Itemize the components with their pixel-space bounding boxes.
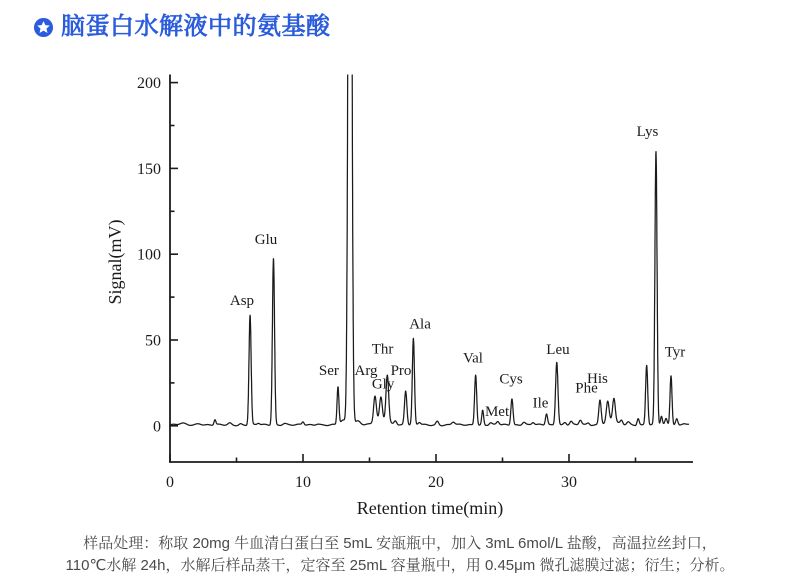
axis-tick-labels [137, 75, 577, 491]
y-tick-label: 100 [137, 246, 161, 264]
caption-line-2: 110℃水解 24h，水解后样品蒸干，定容至 25mL 容量瓶中，用 0.45μm 微孔滤膜过滤；衍生；分析。 [65, 556, 735, 574]
peak-label-thr: Thr [371, 341, 394, 358]
caption-line-1: 样品处理：称取 20mg 牛血清白蛋白至 5mL 安瓿瓶中，加入 3mL 6mol/L 盐酸，高温拉丝封口， [83, 535, 717, 552]
peak-label-his: His [587, 370, 608, 387]
y-tick-label: 50 [145, 332, 161, 350]
page-title: 脑蛋白水解液中的氨基酸 [61, 13, 331, 40]
peak-label-ile: Ile [532, 395, 549, 412]
y-tick-label: 150 [137, 160, 161, 178]
peak-label-glu: Glu [254, 231, 278, 248]
peak-label-ser: Ser [318, 363, 339, 380]
peak-label-arg: Arg [354, 363, 378, 380]
x-tick-label: 0 [166, 474, 174, 491]
peak-label-gly: Gly [371, 376, 395, 393]
peak-label-ala: Ala [409, 316, 431, 333]
plot-area [170, 0, 689, 426]
x-tick-label: 30 [561, 474, 577, 491]
peak-label-cys: Cys [499, 371, 523, 388]
peak-labels [230, 124, 685, 420]
peak-label-val: Val [462, 350, 483, 367]
y-tick-label: 200 [137, 75, 161, 93]
x-tick-label: 20 [428, 474, 444, 491]
peak-label-lys: Lys [636, 123, 659, 140]
x-tick-label: 10 [295, 474, 311, 491]
peak-label-pro: Pro [390, 363, 412, 380]
peak-label-met: Met [484, 404, 510, 421]
axis-ticks [170, 83, 636, 462]
peak-label-asp: Asp [229, 293, 255, 310]
peak-label-tyr: Tyr [664, 344, 686, 361]
y-axis-title: Signal(mV) [105, 219, 125, 305]
peak-label-leu: Leu [546, 341, 570, 358]
chromatogram-curve [170, 0, 689, 426]
caption [0, 533, 800, 576]
peak-label-phe: Phe [575, 380, 598, 397]
y-tick-label: 0 [153, 418, 161, 436]
x-axis-title: Retention time(min) [356, 498, 504, 518]
